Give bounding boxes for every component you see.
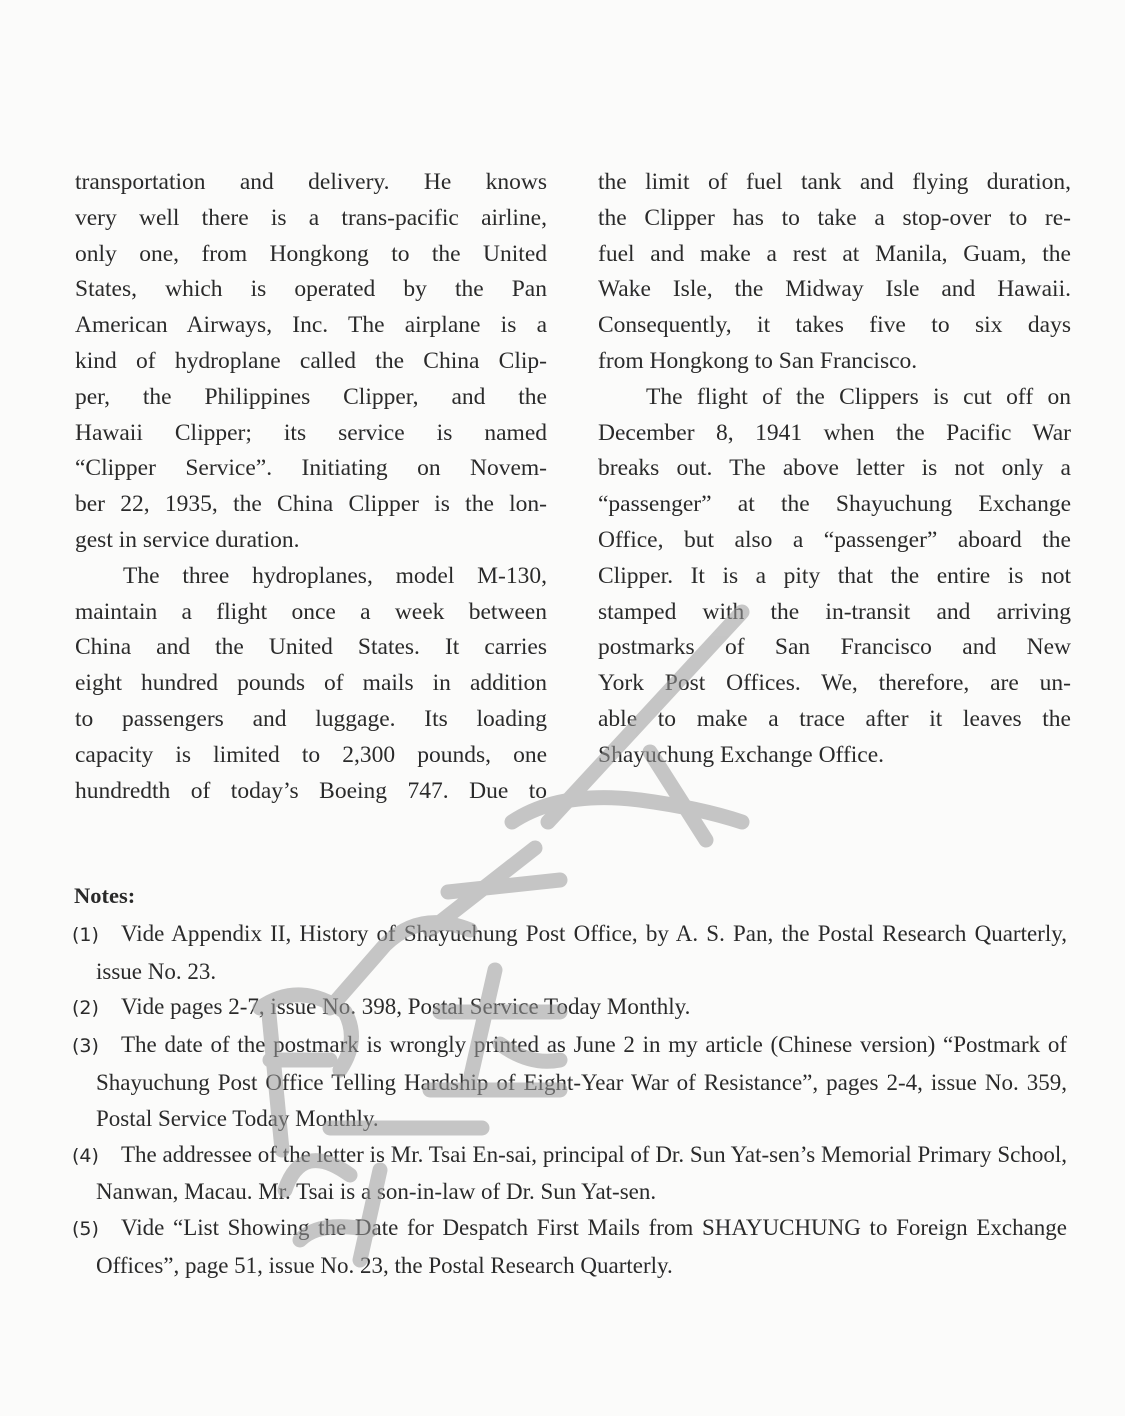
right-column [598,165,1071,774]
text-line: “passenger” at the Shayuchung Exchange [598,491,1071,518]
text-line: Wake Isle, the Midway Isle and Hawaii. [598,276,1071,303]
text-line: eight hundred pounds of mails in addition [75,670,547,697]
text-line: to passengers and luggage. Its loading [75,705,547,732]
note-item [72,1027,1067,1136]
note-number: (1) [72,923,99,946]
text-line: Shayuchung Exchange Office. [598,741,885,768]
text-line: China and the United States. It carries [75,634,547,661]
text-line: the limit of fuel tank and flying duration, [598,169,1071,195]
note-text: Vide pages 2-7, issue No. 398, Postal Service Today Monthly. [121,994,691,1020]
text-line: The flight of the Clippers is cut off on [646,383,1071,410]
text-line: only one, from Hongkong to the United [75,240,547,267]
note-text: Vide “List Showing the Date for Despatch First Mails from SHAYUCHUNG to Foreign Exchange Offices”, page 51, issue No. 23, the Postal Research Quarterly. [96,1215,1067,1278]
text-line: York Post Offices. We, therefore, are un- [598,670,1071,697]
text-line: American Airways, Inc. The airplane is a [75,312,547,339]
text-line: fuel and make a rest at Manila, Guam, the [598,240,1071,267]
text-line: ber 22, 1935, the China Clipper is the lon- [75,491,547,518]
note-number: (5) [72,1218,99,1241]
text-line: capacity is limited to 2,300 pounds, one [75,741,547,768]
text-line: hundredth of today’s Boeing 747. Due to [75,777,547,804]
left-paragraph-1 [75,165,547,559]
left-paragraph-2 [75,559,547,810]
note-item [72,916,1067,990]
text-line: Hawaii Clipper; its service is named [75,419,547,446]
notes-heading: Notes: [74,883,136,908]
text-line: The three hydroplanes, model M-130, [123,562,547,589]
text-line: kind of hydroplane called the China Clip- [75,347,547,374]
note-number: (2) [72,997,99,1020]
text-line: December 8, 1941 when the Pacific War [598,419,1071,446]
notes-section [72,878,1067,1284]
text-line: “Clipper Service”. Initiating on Novem- [75,455,547,482]
text-line: gest in service duration. [75,526,300,553]
text-line: postmarks of San Francisco and New [598,634,1071,661]
text-line: per, the Philippines Clipper, and the [75,383,547,410]
text-line: Office, but also a “passenger” aboard the [598,526,1071,553]
note-text: The addressee of the letter is Mr. Tsai En-sai, principal of Dr. Sun Yat-sen’s Memorial Primary School, Nanwan, Macau. Mr. Tsai is a son-in-law of Dr. Sun Yat-sen. [96,1141,1067,1205]
note-item [72,1137,1067,1211]
text-line: transportation and delivery. He knows [75,169,547,195]
note-number: (4) [72,1144,99,1167]
note-number: (3) [72,1035,99,1058]
text-line: able to make a trace after it leaves the [598,705,1071,732]
text-line: from Hongkong to San Francisco. [598,347,918,374]
text-line: Clipper. It is a pity that the entire is not [598,562,1071,589]
text-line: the Clipper has to take a stop-over to re- [598,204,1071,231]
note-item [72,989,1067,1027]
text-line: breaks out. The above letter is not only a [598,455,1071,482]
note-text: Vide Appendix II, History of Shayuchung Post Office, by A. S. Pan, the Postal Research Quarterly, issue No. 23. [96,920,1067,984]
note-item [72,1210,1067,1284]
text-line: Consequently, it takes five to six days [598,312,1071,339]
text-line: States, which is operated by the Pan [75,276,547,303]
text-line: maintain a flight once a week between [75,598,547,625]
right-paragraph-2 [598,380,1071,774]
right-paragraph-1 [598,165,1071,380]
text-line: stamped with the in-transit and arriving [598,598,1071,625]
note-text: The date of the postmark is wrongly printed as June 2 in my article (Chinese version) “Postmark of Shayuchung Post Office Telling Hardship of Eight-Year War of Resistance”, pages 2-4, issue No. 359, Postal Service Today Monthly. [96,1032,1067,1131]
left-column [75,165,547,809]
text-line: very well there is a trans-pacific airline, [75,204,547,231]
